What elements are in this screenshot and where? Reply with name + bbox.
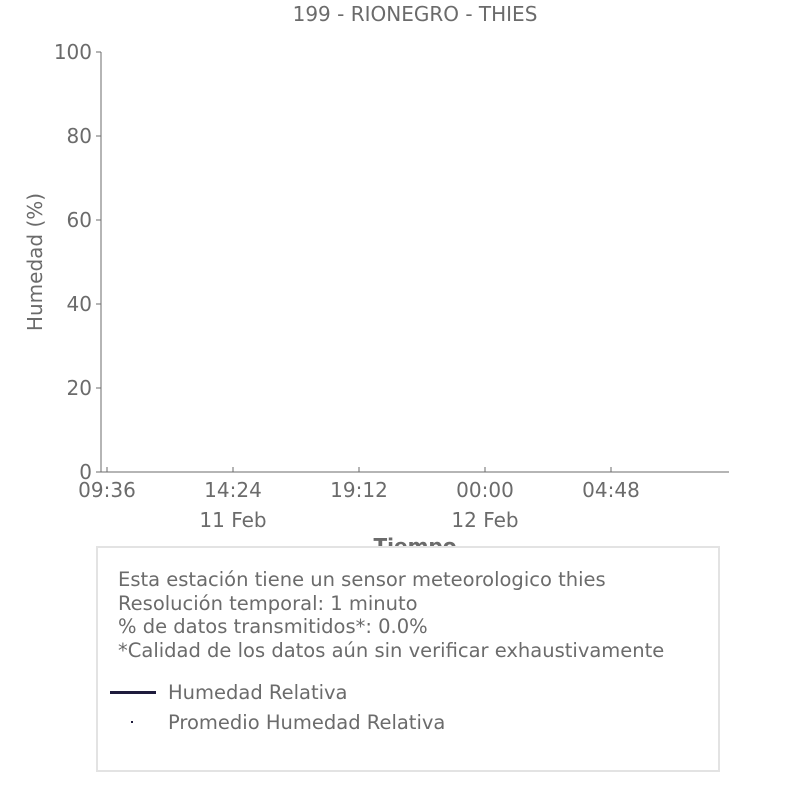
info-line-quality-note: *Calidad de los datos aún sin verificar exhaustivamente: [118, 638, 665, 662]
y-tick-label: 60: [66, 208, 92, 232]
x-date-label: 12 Feb: [451, 508, 519, 532]
info-line-sensor: Esta estación tiene un sensor meteorologico thies: [118, 568, 606, 591]
info-line-transmitted: % de datos transmitidos*: 0.0%: [118, 615, 428, 638]
y-tick-label: 80: [66, 124, 92, 148]
station-info: [118, 568, 664, 662]
x-tick-label: 19:12: [330, 478, 388, 502]
dot-swatch-icon: [110, 709, 156, 735]
x-tick-label: 09:36: [78, 478, 136, 502]
legend-label: Humedad Relativa: [168, 680, 348, 704]
legend-item-humedad-relativa: [110, 679, 348, 705]
x-tick-label: 04:48: [582, 478, 640, 502]
x-tick-label: 14:24: [204, 478, 262, 502]
legend-panel: [96, 546, 720, 772]
y-tick-label: 100: [53, 40, 92, 64]
chart-title: 199 - RIONEGRO - THIES: [292, 2, 538, 26]
legend-item-promedio-humedad: [110, 709, 445, 735]
y-tick-label: 0: [79, 460, 92, 484]
y-tick-label: 20: [66, 376, 92, 400]
y-tick-label: 40: [66, 292, 92, 316]
x-date-label: 11 Feb: [199, 508, 267, 532]
legend-label: Promedio Humedad Relativa: [168, 710, 446, 734]
line-swatch-icon: [110, 691, 156, 694]
y-ticks: [54, 40, 101, 484]
x-ticks: [78, 467, 640, 532]
y-axis-label: Humedad (%): [23, 192, 47, 332]
x-tick-label: 00:00: [456, 478, 514, 502]
info-line-resolution: Resolución temporal: 1 minuto: [118, 591, 418, 615]
